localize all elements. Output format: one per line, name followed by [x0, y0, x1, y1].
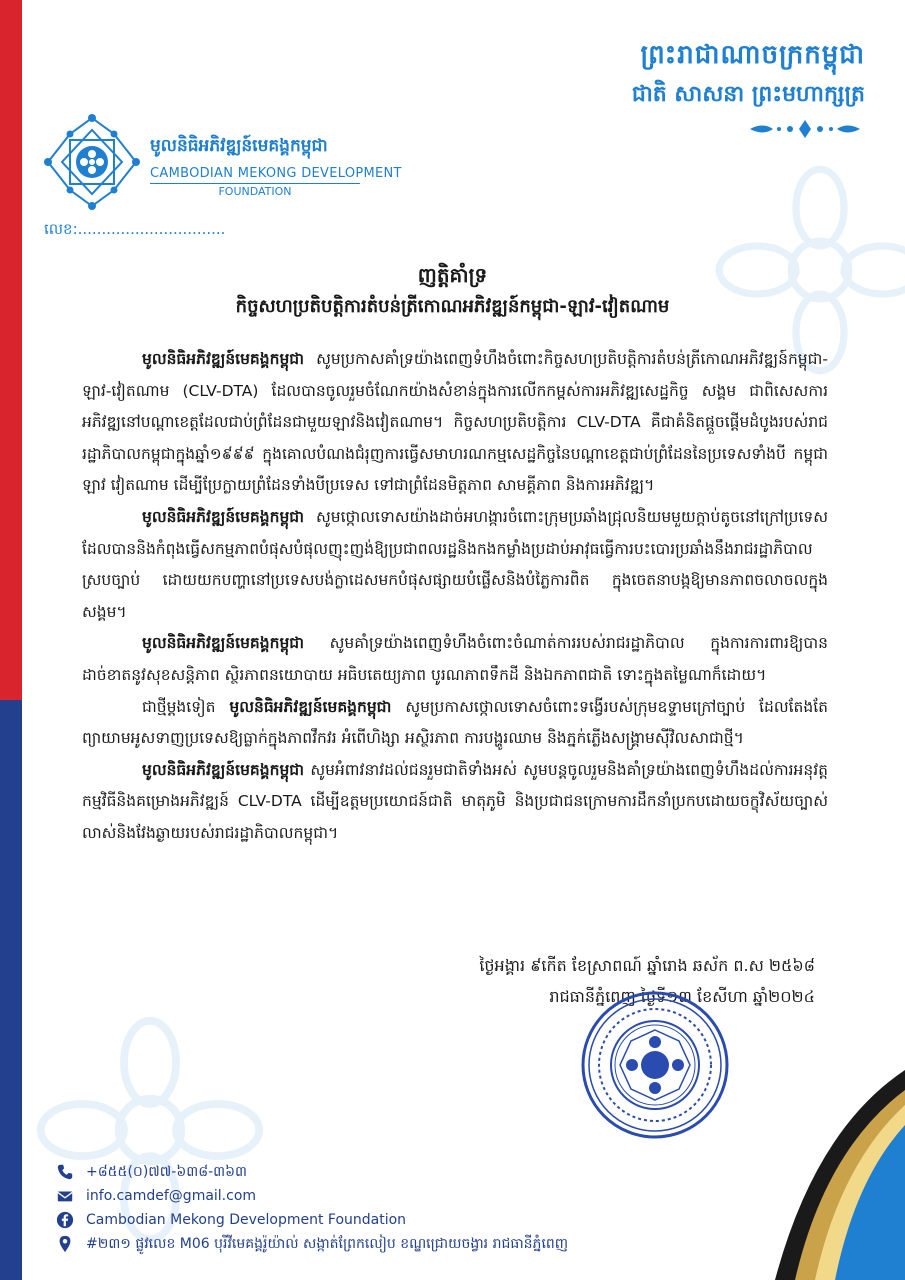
- kingdom-motto: [632, 38, 865, 144]
- document-subtitle: កិច្ចសហប្រតិបត្តិការតំបន់ត្រីកោណអភិវឌ្ឍន៍កម្ពុជា-ឡាវ-វៀតណាម: [235, 296, 670, 317]
- ornament-divider-icon: [745, 118, 865, 140]
- organization-bold: មូលនិធិអភិវឌ្ឍន៍មេគង្គកម្ពុជា: [229, 697, 392, 716]
- left-red-band: [0, 0, 22, 700]
- paragraph-text: សូមប្រកាសគាំទ្រយ៉ាងពេញទំហឹងចំពោះកិច្ចសហប្រតិបត្តិការតំបន់ត្រីកោណអភិវឌ្ឍន៍កម្ពុជា-ឡាវ-វៀតណាម (CLV-DTA) ដែលបានចូលរួមចំណែកយ៉ាងសំខាន់ក្នុងការលើកកម្ពស់ការអភិវឌ្ឍសេដ្ឋកិច្ច សង្គម ជាពិសេសការអភិវឌ្ឍនៅបណ្តាខេត្តដែលជាប់ព្រំដែនជាមួយឡាវនិងវៀតណាម។ កិច្ចសហប្រតិបត្តិការ CLV-DTA គឺជាគំនិតផ្តួចផ្តើមដំបូងរបស់រាជរដ្ឋាភិបាលកម្ពុជាក្នុងឆ្នាំ១៩៩៩ ក្នុងគោលបំណងជំរុញការធ្វើសមាហរណកម្មសេដ្ឋកិច្ចនៃបណ្តាខេត្តជាប់ព្រំដែននៃប្រទេសទាំងបី កម្ពុជា ឡាវ វៀតណាម ដើម្បីប្រែក្លាយព្រំដែនទាំងបីប្រទេស ទៅជាព្រំដែនមិត្តភាព សាមគ្គីភាព និងការអភិវឌ្ឍ។: [82, 350, 828, 495]
- organization-bold: មូលនិធិអភិវឌ្ឍន៍មេគង្គកម្ពុជា: [142, 507, 305, 526]
- organization-bold: មូលនិធិអភិវឌ្ឍន៍មេគង្គកម្ពុជា: [142, 634, 305, 653]
- corner-swoosh-decoration: [665, 1070, 905, 1280]
- nation-religion-king: ជាតិ សាសនា ព្រះមហាក្សត្រ: [631, 82, 865, 107]
- contact-phone: [56, 1160, 568, 1184]
- facebook-icon: [56, 1211, 74, 1229]
- location-pin-icon: [56, 1235, 74, 1253]
- foundation-logo: [42, 112, 142, 212]
- letter-body: [82, 344, 828, 850]
- paragraph: [82, 692, 828, 755]
- email-icon: [56, 1187, 74, 1205]
- paragraph-prefix: ជាថ្មីម្តងទៀត: [142, 697, 230, 716]
- facebook-page[interactable]: Cambodian Mekong Development Foundation: [86, 1212, 407, 1228]
- paragraph-text: សូមថ្កោលទោសយ៉ាងដាច់អហង្ការចំពោះក្រុមប្រឆាំងជ្រុលនិយមមួយក្តាប់តូចនៅក្រៅប្រទេស ដែលបាននិងកំពុងធ្វើសកម្មភាពបំផុសបំផុលញុះញង់ឱ្យប្រជាពលរដ្ឋនិងកងកម្លាំងប្រដាប់អាវុធធ្វើការបះបោរប្រឆាំងនឹងរាជរដ្ឋាភិបាលស្របច្បាប់ ដោយយកបញ្ហានៅប្រទេសបង់ក្លាដេសមកបំផុសផ្សាយបំផ្លើសនិងបំភ្លៃការពិត ក្នុងចេតនាបង្កឱ្យមានភាពចលាចលក្នុងសង្គម។: [82, 507, 828, 621]
- contact-footer: [56, 1160, 568, 1256]
- contact-facebook: [56, 1208, 568, 1232]
- solar-date: រាជធានីភ្នំពេញ ថ្ងៃទី១៣ ខែសីហា ឆ្នាំ២០២៤: [549, 987, 815, 1006]
- organization-name-kh: មូលនិធិអភិវឌ្ឍន៍មេគង្គកម្ពុជា: [150, 136, 328, 156]
- paragraph-text: សូមអំពាវនាវដល់ជនរួមជាតិទាំងអស់ សូមបន្តចូលរួមនិងគាំទ្រយ៉ាងពេញទំហឹងដល់ការអនុវត្តកម្មវិធីនិងគម្រោងអភិវឌ្ឍន៍ CLV-DTA ដើម្បីឧត្តមប្រយោជន៍ជាតិ មាតុភូមិ និងប្រជាជនក្រោមការដឹកនាំប្រកបដោយចក្ខុវិស័យច្បាស់លាស់និងវែងឆ្ងាយរបស់រាជរដ្ឋាភិបាលកម្ពុជា។: [82, 760, 828, 842]
- paragraph: [82, 344, 828, 502]
- paragraph-text: សូមប្រកាសថ្កោលទោសចំពោះទង្វើរបស់ក្រុមឧទ្ទាមក្រៅច្បាប់ ដែលតែងតែព្យាយាមអូសទាញប្រទេសឱ្យធ្លាក់ក្នុងភាពវឹកវរ អំពើហិង្សា អស្ថិរភាព ការបង្ហូរឈាម និងភ្នក់ភ្លើងសង្គ្រាមស៊ីវិលសាជាថ្មី។: [82, 697, 828, 748]
- organization-bold: មូលនិធិអភិវឌ្ឍន៍មេគង្គកម្ពុជា: [142, 350, 305, 368]
- email-address[interactable]: info.camdef@gmail.com: [86, 1188, 257, 1204]
- paragraph: [82, 628, 828, 691]
- organization-name-en: CAMBODIAN MEKONG DEVELOPMENT: [150, 166, 402, 181]
- kingdom-name: ព្រះរាជាណាចក្រកម្ពុជា: [640, 40, 865, 70]
- organization-name-block: [150, 135, 402, 198]
- phone-number: +៨៥៥(០)៧៧-៦៣៨-៣៦៣: [86, 1163, 247, 1180]
- paragraph: [82, 502, 828, 628]
- phone-icon: [56, 1163, 74, 1181]
- lunar-date: ថ្ងៃអង្គារ ៩កើត ខែស្រាពណ៍ ឆ្នាំរោង ឆស័ក ព.ស ២៥៦៨: [479, 956, 815, 975]
- left-blue-band: [0, 700, 22, 1280]
- paragraph: [82, 755, 828, 850]
- organization-bold: មូលនិធិអភិវឌ្ឍន៍មេគង្គកម្ពុជា: [142, 760, 305, 779]
- organization-name-en-foundation: FOUNDATION: [150, 183, 360, 198]
- postal-address: #២៣១ ផ្លូវលេខ M06 បុរីវីមេគង្គរ៉ូយ៉ាល់ សង្កាត់ព្រែកលៀប ខណ្ឌជ្រោយចង្វារ រាជធានីភ្នំពេញ: [86, 1235, 569, 1252]
- contact-address: [56, 1232, 568, 1256]
- reference-number: លេខ:...............................: [44, 220, 226, 238]
- paragraph-text: សូមគាំទ្រយ៉ាងពេញទំហឹងចំពោះចំណាត់ការរបស់រាជរដ្ឋាភិបាល ក្នុងការការពារឱ្យបានដាច់ខាតនូវសុខសន្តិភាព ស្ថិរភាពនយោបាយ អធិបតេយ្យភាព បូរណភាពទឹកដី និងឯកភាពជាតិ ទោះក្នុងតម្លៃណាក៏ដោយ។: [82, 634, 828, 684]
- document-title: ញត្តិគាំទ្រ: [417, 263, 488, 287]
- contact-email: [56, 1184, 568, 1208]
